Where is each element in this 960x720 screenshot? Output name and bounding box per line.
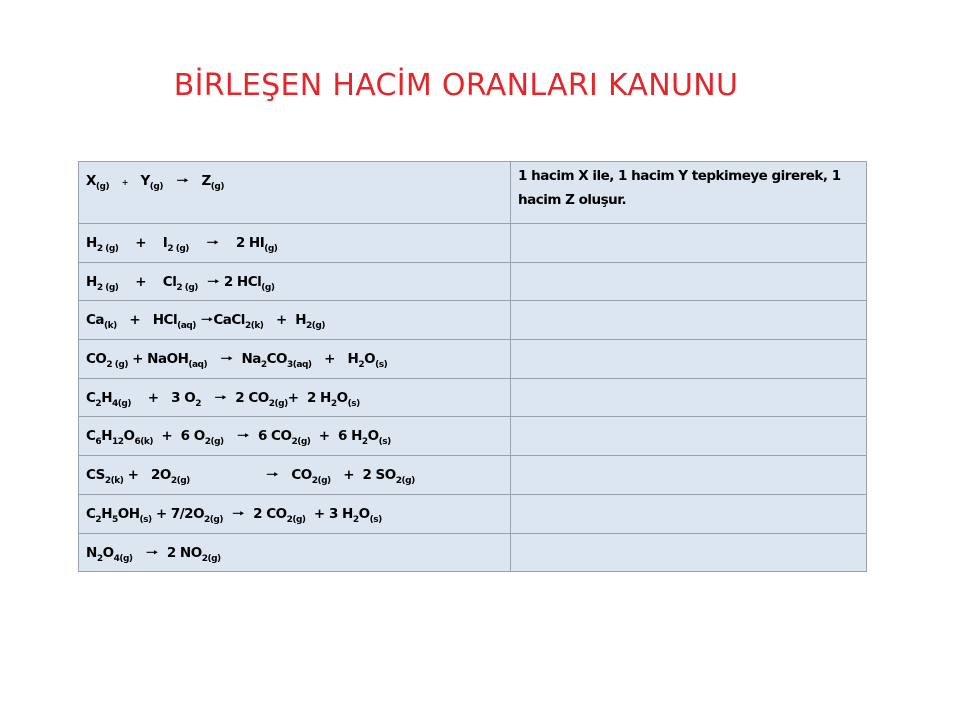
table-row [79,224,867,263]
reaction-equation: $Ca_{(k)} + HCl_{(aq)}$ 🠒CaCl$_{2(k)}$ + $H_{2(g)}$ [79,301,511,340]
volume-ratio-description [511,456,867,495]
table-row [79,162,867,224]
table-row [79,262,867,301]
volume-ratio-description [511,417,867,456]
reaction-equation: $N_2O_{4(g)}$ 🠒 2 $NO_{2(g)}$ [79,533,511,572]
reaction-equation: $C_6H_{12}O_{6(k)} + 6$ $O_{2(g)}$ 🠒 6 $CO_{2(g)} + 6$ $H_2O_{(s)}$ [79,417,511,456]
reaction-equation: $C_2H_5OH_{(s)} + 7/2O_{2(g)}$ 🠒 2 $CO_{2(g)} + 3$ $H_2O_{(s)}$ [79,494,511,533]
reaction-equation: $CS_{2(k)} + 2O_{2(g)}$ 🠒 $CO_{2(g)} + 2$ $SO_{2(g)}$ [79,456,511,495]
volume-ratio-description [511,262,867,301]
volume-ratio-description [511,533,867,572]
volume-ratio-description [511,224,867,263]
reaction-equation: $H_{2 (g)}$ + $I_{2 (g)}$ 🠒 2 $HI_{(g)}$ [79,224,511,263]
reaction-equation: $H_{2 (g)}$ + $Cl_{2 (g)}$ 🠒 2 HCl$_{(g)}$ [79,262,511,301]
reaction-equation: $X_{(g)}$ + $Y_{(g)}$ 🠒 $Z_{(g)}$ [79,162,511,224]
table-row [79,301,867,340]
table-row [79,494,867,533]
reaction-equation: $CO_{2 (g)}$ + NaOH$_{(aq)}$ 🠒 $Na_2CO_{3(aq)} + H_2O_{(s)}$ [79,340,511,379]
volume-ratio-description [511,494,867,533]
volume-ratio-description [511,301,867,340]
volume-ratio-description: 1 hacim X ile, 1 hacim Y tepkimeye girerek, 1 hacim Z oluşur. [511,162,867,224]
table-body [79,162,867,572]
reactions-table [78,161,867,572]
volume-ratio-description [511,378,867,417]
table-row [79,340,867,379]
table-row [79,533,867,572]
volume-ratio-description [511,340,867,379]
table-row [79,456,867,495]
table-row [79,378,867,417]
reaction-equation: $C_2H_{4(g)}$ + 3 $O_2$ 🠒 2 $CO_{2(g)}+ 2$ $H_2O_{(s)}$ [79,378,511,417]
table-row [79,417,867,456]
page-title: BİRLEŞEN HACİM ORANLARI KANUNU [173,68,739,103]
